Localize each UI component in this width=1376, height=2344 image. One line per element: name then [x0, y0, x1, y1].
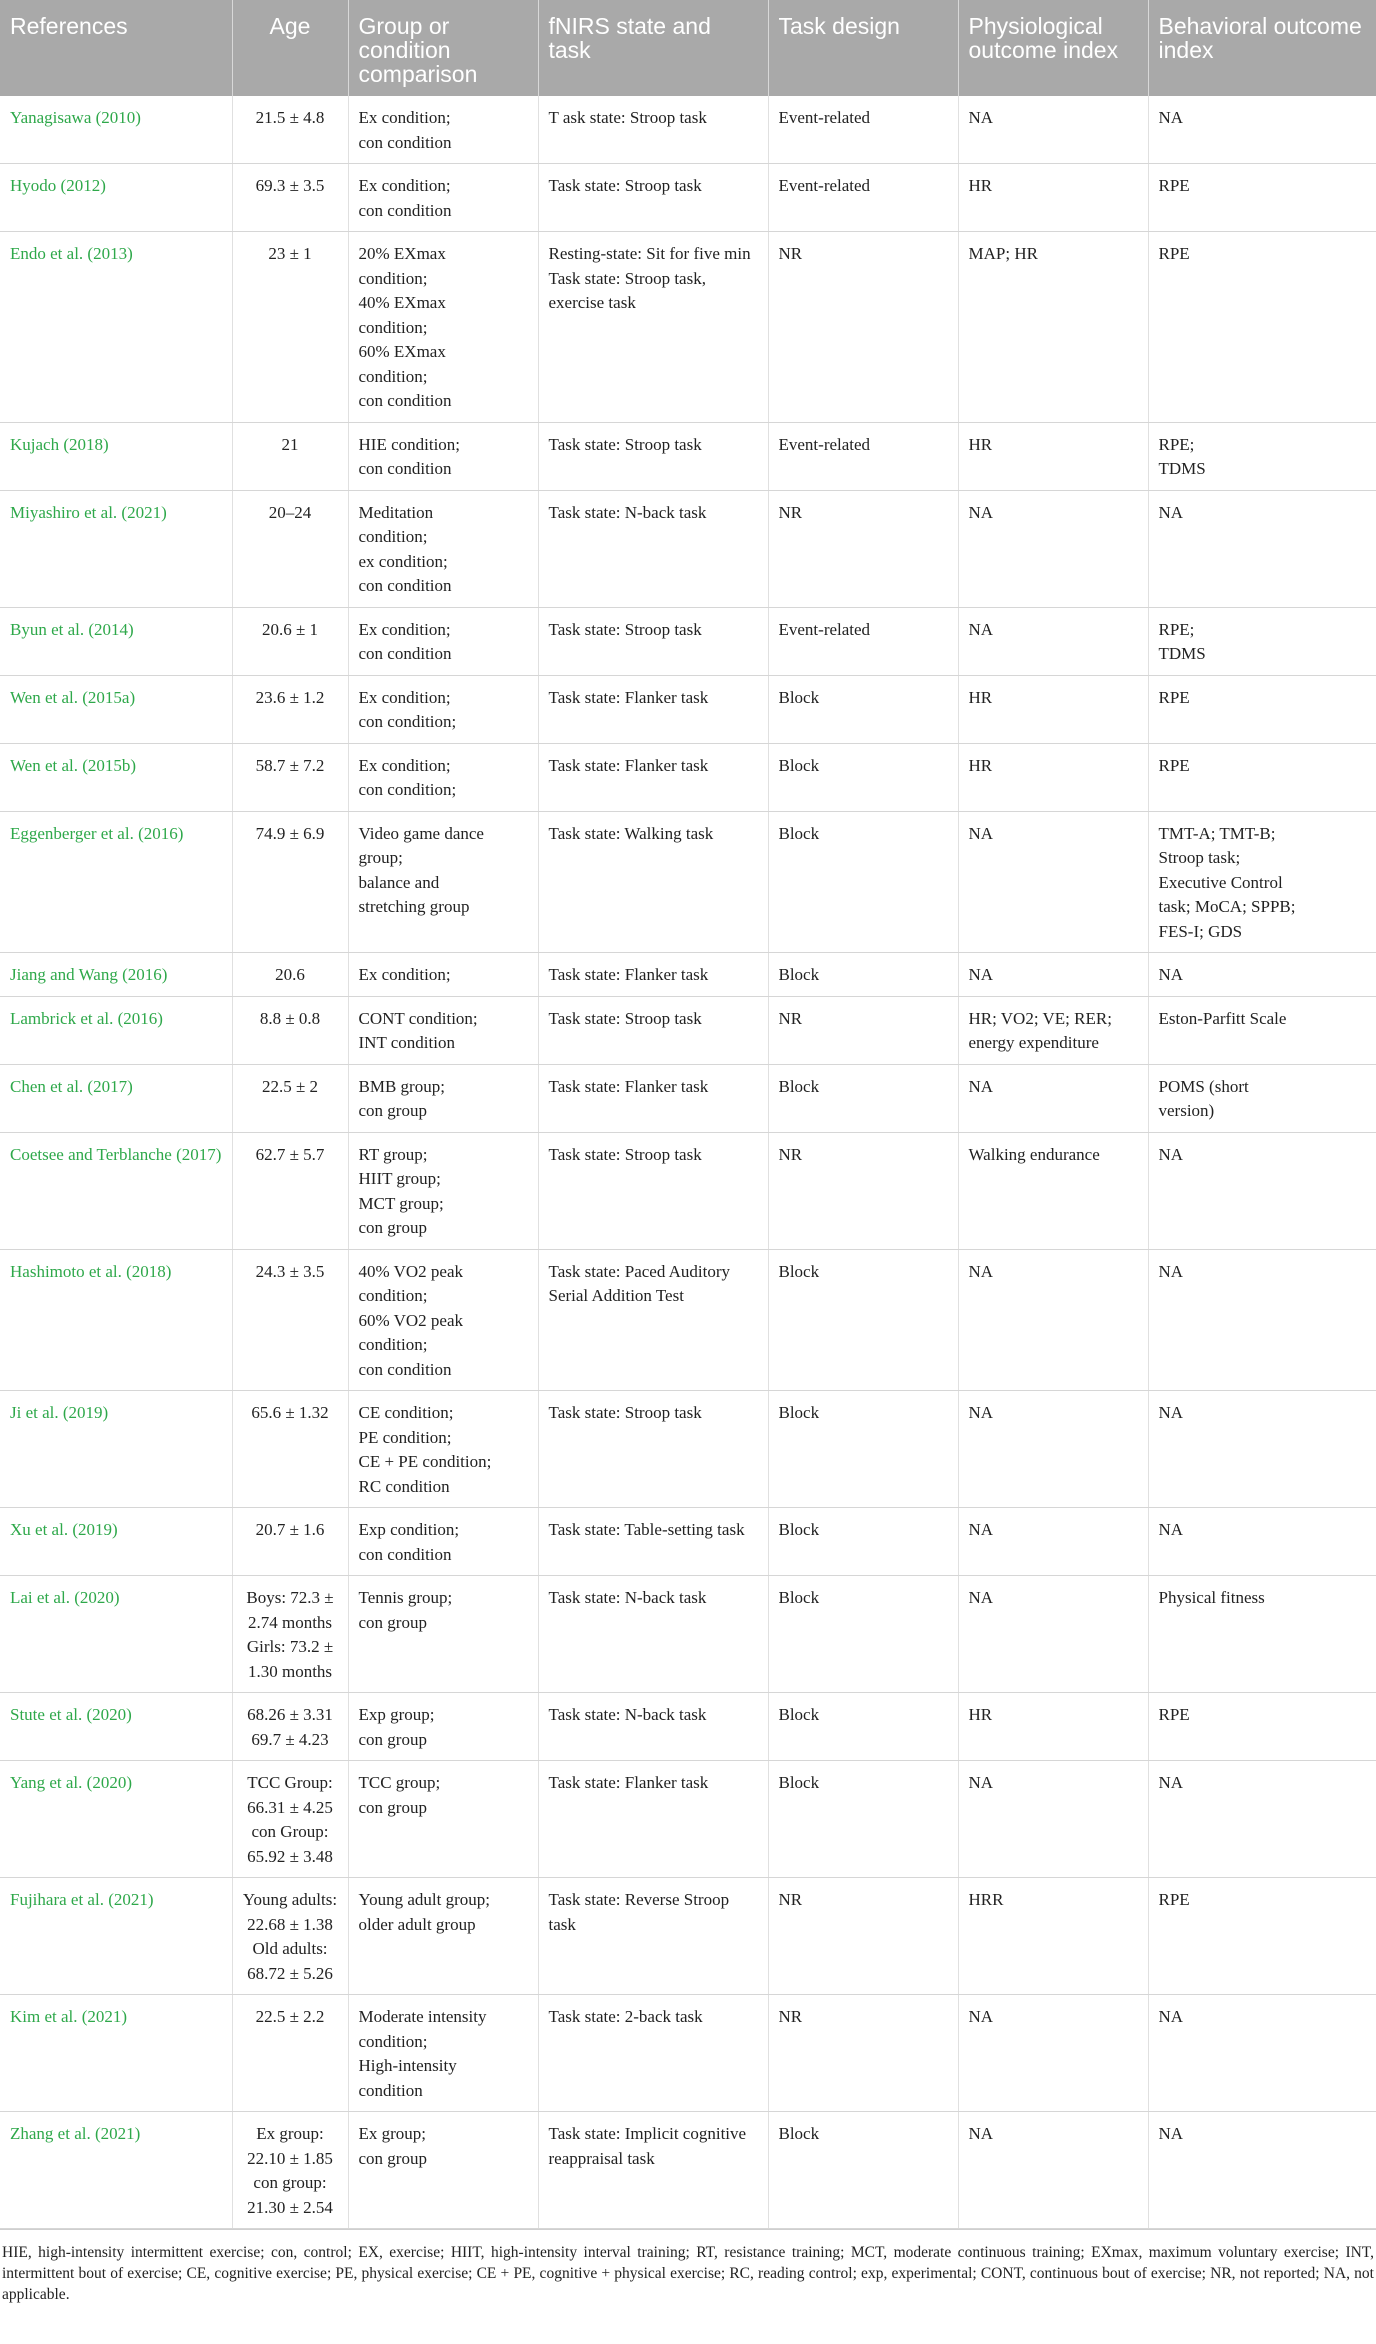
cell-age: Boys: 72.3 ± 2.74 months Girls: 73.2 ± 1.30 months — [232, 1576, 348, 1693]
cell-physiological: HR — [958, 164, 1148, 232]
cell-reference[interactable]: Kujach (2018) — [0, 422, 232, 490]
table-row — [0, 1508, 1376, 1576]
cell-task: Task state: 2-back task — [538, 1995, 768, 2112]
cell-age: Young adults: 22.68 ± 1.38 Old adults: 68.72 ± 5.26 — [232, 1878, 348, 1995]
cell-physiological: HR — [958, 743, 1148, 811]
cell-reference[interactable]: Yanagisawa (2010) — [0, 96, 232, 164]
cell-group: Ex condition; con condition; — [348, 743, 538, 811]
table-row — [0, 607, 1376, 675]
cell-physiological: Walking endurance — [958, 1132, 1148, 1249]
header-fnirs-task: fNIRS state and task — [538, 0, 768, 96]
cell-design: Block — [768, 1508, 958, 1576]
table-row — [0, 996, 1376, 1064]
table-row — [0, 1391, 1376, 1508]
cell-task: Task state: Flanker task — [538, 675, 768, 743]
header-references: References — [0, 0, 232, 96]
cell-reference[interactable]: Zhang et al. (2021) — [0, 2112, 232, 2229]
cell-group: Exp group; con group — [348, 1693, 538, 1761]
cell-group: Ex condition; con condition — [348, 164, 538, 232]
cell-physiological: HRR — [958, 1878, 1148, 1995]
cell-physiological: NA — [958, 1249, 1148, 1391]
cell-behavioral: NA — [1148, 1761, 1376, 1878]
cell-group: Ex condition; con condition — [348, 607, 538, 675]
cell-task: Task state: Implicit cognitive reappraisal task — [538, 2112, 768, 2229]
table-row — [0, 1878, 1376, 1995]
cell-physiological: HR; VO2; VE; RER; energy expenditure — [958, 996, 1148, 1064]
cell-reference[interactable]: Lambrick et al. (2016) — [0, 996, 232, 1064]
cell-task: Task state: Reverse Stroop task — [538, 1878, 768, 1995]
cell-behavioral: TMT-A; TMT-B; Stroop task; Executive Control task; MoCA; SPPB; FES-I; GDS — [1148, 811, 1376, 953]
cell-group: Video game dance group; balance and stretching group — [348, 811, 538, 953]
cell-design: NR — [768, 1878, 958, 1995]
table-row — [0, 1761, 1376, 1878]
cell-task: Task state: Stroop task — [538, 607, 768, 675]
cell-reference[interactable]: Hashimoto et al. (2018) — [0, 1249, 232, 1391]
cell-age: 20–24 — [232, 490, 348, 607]
cell-task: Task state: Flanker task — [538, 743, 768, 811]
cell-task: Task state: N-back task — [538, 1693, 768, 1761]
cell-group: RT group; HIIT group; MCT group; con group — [348, 1132, 538, 1249]
cell-group: Meditation condition; ex condition; con condition — [348, 490, 538, 607]
cell-behavioral: RPE — [1148, 1693, 1376, 1761]
cell-design: Block — [768, 1576, 958, 1693]
table-row — [0, 2112, 1376, 2229]
cell-design: Event-related — [768, 422, 958, 490]
cell-group: Exp condition; con condition — [348, 1508, 538, 1576]
cell-design: Block — [768, 2112, 958, 2229]
cell-task: Task state: Flanker task — [538, 1761, 768, 1878]
cell-design: NR — [768, 996, 958, 1064]
cell-physiological: NA — [958, 1508, 1148, 1576]
cell-reference[interactable]: Eggenberger et al. (2016) — [0, 811, 232, 953]
cell-behavioral: Eston-Parfitt Scale — [1148, 996, 1376, 1064]
cell-reference[interactable]: Jiang and Wang (2016) — [0, 953, 232, 997]
cell-physiological: NA — [958, 953, 1148, 997]
cell-physiological: HR — [958, 1693, 1148, 1761]
cell-physiological: NA — [958, 96, 1148, 164]
cell-group: Moderate intensity condition; High-intensity condition — [348, 1995, 538, 2112]
cell-behavioral: Physical fitness — [1148, 1576, 1376, 1693]
cell-age: 22.5 ± 2.2 — [232, 1995, 348, 2112]
cell-physiological: NA — [958, 1391, 1148, 1508]
table-row — [0, 96, 1376, 164]
cell-group: CONT condition; INT condition — [348, 996, 538, 1064]
cell-reference[interactable]: Fujihara et al. (2021) — [0, 1878, 232, 1995]
table-row — [0, 1249, 1376, 1391]
cell-task: Task state: Table-setting task — [538, 1508, 768, 1576]
cell-behavioral: NA — [1148, 96, 1376, 164]
cell-behavioral: RPE — [1148, 1878, 1376, 1995]
cell-age: 8.8 ± 0.8 — [232, 996, 348, 1064]
cell-group: 40% VO2 peak condition; 60% VO2 peak condition; con condition — [348, 1249, 538, 1391]
cell-physiological: NA — [958, 1064, 1148, 1132]
cell-physiological: NA — [958, 811, 1148, 953]
cell-age: Ex group: 22.10 ± 1.85 con group: 21.30 ± 2.54 — [232, 2112, 348, 2229]
cell-behavioral: NA — [1148, 490, 1376, 607]
cell-physiological: NA — [958, 1576, 1148, 1693]
cell-group: CE condition; PE condition; CE + PE condition; RC condition — [348, 1391, 538, 1508]
cell-reference[interactable]: Xu et al. (2019) — [0, 1508, 232, 1576]
cell-task: Task state: Stroop task — [538, 1391, 768, 1508]
header-task-design: Task design — [768, 0, 958, 96]
cell-reference[interactable]: Miyashiro et al. (2021) — [0, 490, 232, 607]
cell-design: Event-related — [768, 96, 958, 164]
cell-group: Tennis group; con group — [348, 1576, 538, 1693]
table-row — [0, 1064, 1376, 1132]
table-row — [0, 164, 1376, 232]
cell-group: 20% EXmax condition; 40% EXmax condition; 60% EXmax condition; con condition — [348, 232, 538, 423]
cell-behavioral: NA — [1148, 1132, 1376, 1249]
cell-design: Block — [768, 1693, 958, 1761]
cell-task: Task state: Flanker task — [538, 1064, 768, 1132]
cell-group: Young adult group; older adult group — [348, 1878, 538, 1995]
cell-task: Task state: Paced Auditory Serial Addition Test — [538, 1249, 768, 1391]
cell-design: Block — [768, 811, 958, 953]
cell-task: Resting-state: Sit for five min Task state: Stroop task, exercise task — [538, 232, 768, 423]
cell-task: Task state: N-back task — [538, 490, 768, 607]
cell-task: Task state: Flanker task — [538, 953, 768, 997]
table-row — [0, 1132, 1376, 1249]
cell-age: 20.6 ± 1 — [232, 607, 348, 675]
cell-physiological: NA — [958, 1761, 1148, 1878]
cell-age: 68.26 ± 3.31 69.7 ± 4.23 — [232, 1693, 348, 1761]
cell-behavioral: NA — [1148, 1391, 1376, 1508]
cell-reference[interactable]: Hyodo (2012) — [0, 164, 232, 232]
cell-reference[interactable]: Ji et al. (2019) — [0, 1391, 232, 1508]
cell-task: Task state: Walking task — [538, 811, 768, 953]
cell-behavioral: RPE — [1148, 743, 1376, 811]
cell-age: 20.6 — [232, 953, 348, 997]
cell-task: Task state: Stroop task — [538, 422, 768, 490]
table-row — [0, 743, 1376, 811]
table-row — [0, 811, 1376, 953]
cell-group: Ex condition; con condition — [348, 96, 538, 164]
cell-reference[interactable]: Byun et al. (2014) — [0, 607, 232, 675]
cell-behavioral: NA — [1148, 2112, 1376, 2229]
cell-physiological: NA — [958, 2112, 1148, 2229]
cell-age: TCC Group: 66.31 ± 4.25 con Group: 65.92 ± 3.48 — [232, 1761, 348, 1878]
cell-reference[interactable]: Coetsee and Terblanche (2017) — [0, 1132, 232, 1249]
cell-design: NR — [768, 1132, 958, 1249]
header-behavioral: Behavioral outcome index — [1148, 0, 1376, 96]
cell-task: Task state: Stroop task — [538, 1132, 768, 1249]
cell-behavioral: RPE; TDMS — [1148, 422, 1376, 490]
cell-reference[interactable]: Wen et al. (2015b) — [0, 743, 232, 811]
cell-reference[interactable]: Chen et al. (2017) — [0, 1064, 232, 1132]
cell-design: Block — [768, 1391, 958, 1508]
cell-group: TCC group; con group — [348, 1761, 538, 1878]
cell-behavioral: NA — [1148, 953, 1376, 997]
cell-physiological: MAP; HR — [958, 232, 1148, 423]
cell-design: Block — [768, 1761, 958, 1878]
cell-physiological: NA — [958, 607, 1148, 675]
cell-age: 23 ± 1 — [232, 232, 348, 423]
table-row — [0, 1995, 1376, 2112]
cell-design: Event-related — [768, 164, 958, 232]
cell-design: Block — [768, 953, 958, 997]
cell-group: Ex group; con group — [348, 2112, 538, 2229]
cell-behavioral: RPE; TDMS — [1148, 607, 1376, 675]
cell-design: Block — [768, 1064, 958, 1132]
cell-group: HIE condition; con condition — [348, 422, 538, 490]
cell-age: 21.5 ± 4.8 — [232, 96, 348, 164]
cell-behavioral: RPE — [1148, 164, 1376, 232]
cell-behavioral: NA — [1148, 1508, 1376, 1576]
cell-behavioral: NA — [1148, 1995, 1376, 2112]
table-row — [0, 953, 1376, 997]
cell-reference[interactable]: Yang et al. (2020) — [0, 1761, 232, 1878]
table-row — [0, 1576, 1376, 1693]
cell-reference[interactable]: Wen et al. (2015a) — [0, 675, 232, 743]
header-group: Group or condition comparison — [348, 0, 538, 96]
cell-design: NR — [768, 490, 958, 607]
cell-group: Ex condition; con condition; — [348, 675, 538, 743]
table-body — [0, 96, 1376, 2229]
cell-age: 22.5 ± 2 — [232, 1064, 348, 1132]
cell-group: BMB group; con group — [348, 1064, 538, 1132]
table-row — [0, 675, 1376, 743]
cell-behavioral: POMS (short version) — [1148, 1064, 1376, 1132]
cell-physiological: NA — [958, 490, 1148, 607]
cell-physiological: NA — [958, 1995, 1148, 2112]
cell-group: Ex condition; — [348, 953, 538, 997]
cell-task: Task state: Stroop task — [538, 996, 768, 1064]
cell-design: NR — [768, 232, 958, 423]
cell-task: Task state: Stroop task — [538, 164, 768, 232]
cell-design: Block — [768, 743, 958, 811]
cell-age: 58.7 ± 7.2 — [232, 743, 348, 811]
header-age: Age — [232, 0, 348, 96]
cell-physiological: HR — [958, 422, 1148, 490]
cell-reference[interactable]: Endo et al. (2013) — [0, 232, 232, 423]
cell-age: 23.6 ± 1.2 — [232, 675, 348, 743]
table-row — [0, 422, 1376, 490]
cell-age: 69.3 ± 3.5 — [232, 164, 348, 232]
cell-age: 62.7 ± 5.7 — [232, 1132, 348, 1249]
cell-age: 74.9 ± 6.9 — [232, 811, 348, 953]
header-physiological: Physiological outcome index — [958, 0, 1148, 96]
table-row — [0, 232, 1376, 423]
cell-design: Block — [768, 1249, 958, 1391]
cell-design: Event-related — [768, 607, 958, 675]
cell-reference[interactable]: Lai et al. (2020) — [0, 1576, 232, 1693]
cell-age: 24.3 ± 3.5 — [232, 1249, 348, 1391]
table-footnote: HIE, high-intensity intermittent exercise; con, control; EX, exercise; HIIT, high-intensity interval training; RT, resistance training; MCT, moderate continuous training; EXmax, maximum voluntary exercise; INT, intermittent bout of exercise; CE, cognitive exercise; PE, physical exercise; CE + PE, cognitive + physical exercise; RC, reading control; exp, experimental; CONT, continuous bout of exercise; NR, not reported; NA, not applicable. — [0, 2229, 1376, 2305]
cell-reference[interactable]: Kim et al. (2021) — [0, 1995, 232, 2112]
cell-age: 65.6 ± 1.32 — [232, 1391, 348, 1508]
cell-reference[interactable]: Stute et al. (2020) — [0, 1693, 232, 1761]
cell-age: 21 — [232, 422, 348, 490]
cell-behavioral: RPE — [1148, 675, 1376, 743]
cell-design: Block — [768, 675, 958, 743]
table-header — [0, 0, 1376, 96]
cell-behavioral: NA — [1148, 1249, 1376, 1391]
cell-age: 20.7 ± 1.6 — [232, 1508, 348, 1576]
cell-behavioral: RPE — [1148, 232, 1376, 423]
table-row — [0, 490, 1376, 607]
table-row — [0, 1693, 1376, 1761]
cell-design: NR — [768, 1995, 958, 2112]
cell-physiological: HR — [958, 675, 1148, 743]
cell-task: T ask state: Stroop task — [538, 96, 768, 164]
cell-task: Task state: N-back task — [538, 1576, 768, 1693]
